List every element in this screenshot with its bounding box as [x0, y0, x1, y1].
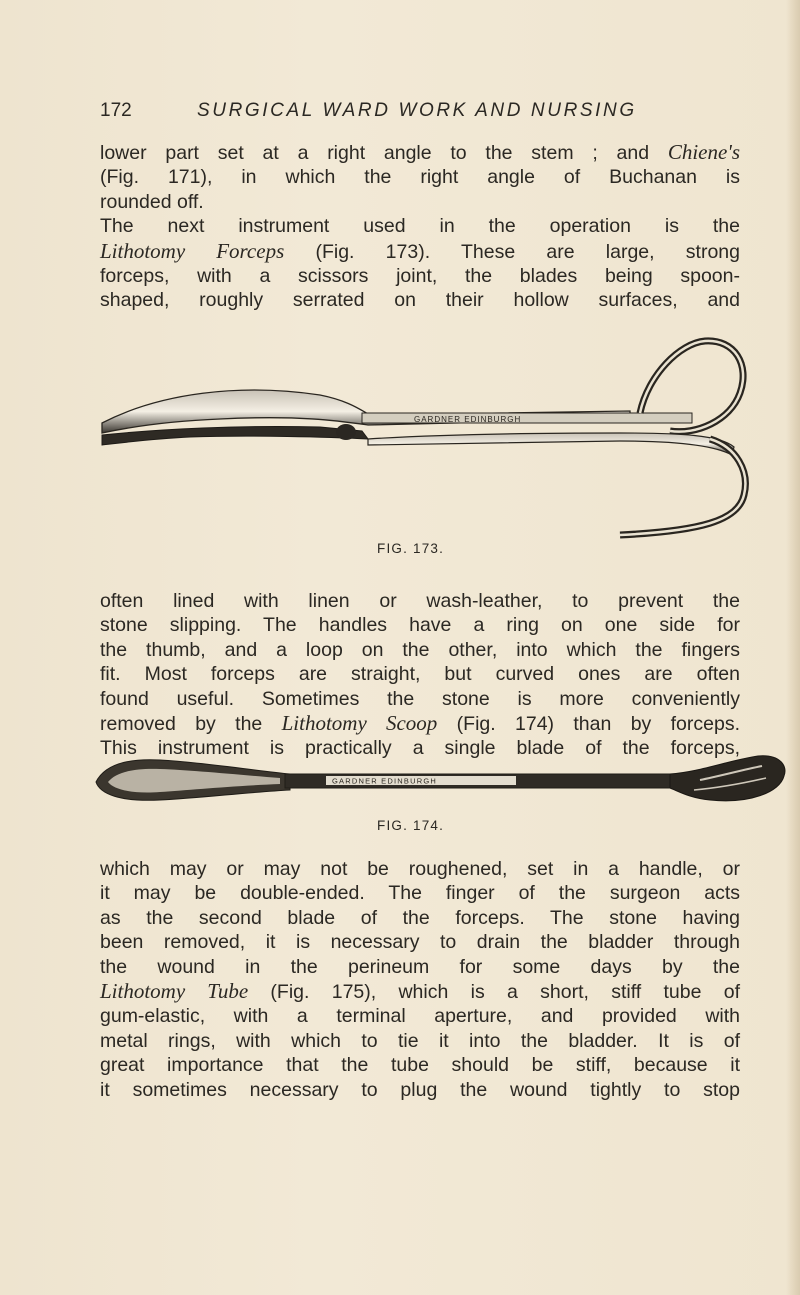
maker-mark-173: GARDNER EDINBURGH: [414, 415, 522, 424]
text-line: [100, 239, 740, 264]
text-line: [100, 1078, 740, 1102]
text-run: shaped, roughly serrated on their hollow surfaces, and: [100, 289, 740, 312]
text-run: great importance that the tube should be stiff, because it: [100, 1054, 740, 1077]
text-line: [100, 288, 740, 312]
text-run: (Fig. 173). These are large, strong: [284, 240, 740, 263]
text-line: [100, 881, 740, 905]
figure-174-caption: FIG. 174.: [377, 818, 445, 833]
paragraph-1: [100, 140, 740, 313]
text-run: gum-elastic, with a terminal aperture, and provided with: [100, 1005, 740, 1028]
text-run: the thumb, and a loop on the other, into which the fingers: [100, 638, 740, 661]
text-line: [100, 264, 740, 288]
text-line: [100, 190, 740, 214]
text-line: [100, 638, 740, 662]
italic-term: Lithotomy Forceps: [100, 238, 285, 263]
running-header: [100, 96, 740, 126]
text-line: [100, 1029, 740, 1053]
text-line: [100, 687, 740, 711]
lithotomy-scoop-illustration: [90, 752, 790, 812]
text-line: [100, 165, 740, 189]
text-line: [100, 214, 740, 238]
paragraph-3: [100, 857, 740, 1102]
page-number: 172: [100, 100, 132, 121]
text-line: [100, 1004, 740, 1028]
lithotomy-forceps-illustration: [100, 335, 760, 545]
text-line: [100, 906, 740, 930]
text-run: rounded off.: [100, 190, 204, 213]
figure-173-caption: FIG. 173.: [377, 541, 445, 556]
text-line: [100, 589, 740, 613]
text-line: [100, 711, 740, 736]
text-run: (Fig. 171), in which the right angle of Buchanan is: [100, 166, 740, 189]
text-run: the wound in the perineum for some days by the: [100, 955, 740, 978]
italic-term: Chiene's: [667, 140, 740, 164]
page-edge-shadow: [786, 0, 800, 1295]
text-run: fit. Most forceps are straight, but curved ones are often: [100, 663, 740, 686]
text-line: [100, 1053, 740, 1077]
text-run: which may or may not be roughened, set in a handle, or: [100, 858, 740, 880]
text-run: (Fig. 175), which is a short, stiff tube of: [248, 981, 740, 1004]
italic-term: Lithotomy Scoop: [281, 711, 438, 736]
text-run: been removed, it is necessary to drain the bladder through: [100, 931, 740, 954]
text-run: stone slipping. The handles have a ring on one side for: [100, 614, 740, 637]
text-run: often lined with linen or wash-leather, to prevent the: [100, 590, 740, 612]
italic-term: Lithotomy Tube: [100, 979, 249, 1004]
text-run: The next instrument used in the operation is the: [100, 215, 740, 238]
paragraph-2: [100, 589, 740, 761]
text-run: it may be double-ended. The finger of the surgeon acts: [100, 882, 740, 905]
text-line: [100, 140, 740, 165]
text-line: [100, 930, 740, 954]
text-run: found useful. Sometimes the stone is more conveniently: [100, 687, 740, 710]
text-run: This instrument is practically a single blade of the forceps,: [100, 737, 740, 760]
text-run: as the second blade of the forceps. The stone having: [100, 906, 740, 929]
text-run: metal rings, with which to tie it into the bladder. It is of: [100, 1029, 740, 1052]
maker-mark-174: GARDNER EDINBURGH: [332, 776, 437, 786]
text-line: [100, 955, 740, 979]
text-run: forceps, with a scissors joint, the blades being spoon-: [100, 265, 740, 288]
text-run: lower part set at a right angle to the stem ; and: [100, 142, 668, 164]
text-line: [100, 857, 740, 881]
running-title: SURGICAL WARD WORK AND NURSING: [197, 100, 637, 121]
text-line: [100, 979, 740, 1004]
text-run: it sometimes necessary to plug the wound tightly to stop: [100, 1078, 740, 1101]
text-run: removed by the: [100, 713, 282, 736]
text-line: [100, 662, 740, 686]
text-run: (Fig. 174) than by forceps.: [437, 713, 741, 736]
text-line: [100, 613, 740, 637]
